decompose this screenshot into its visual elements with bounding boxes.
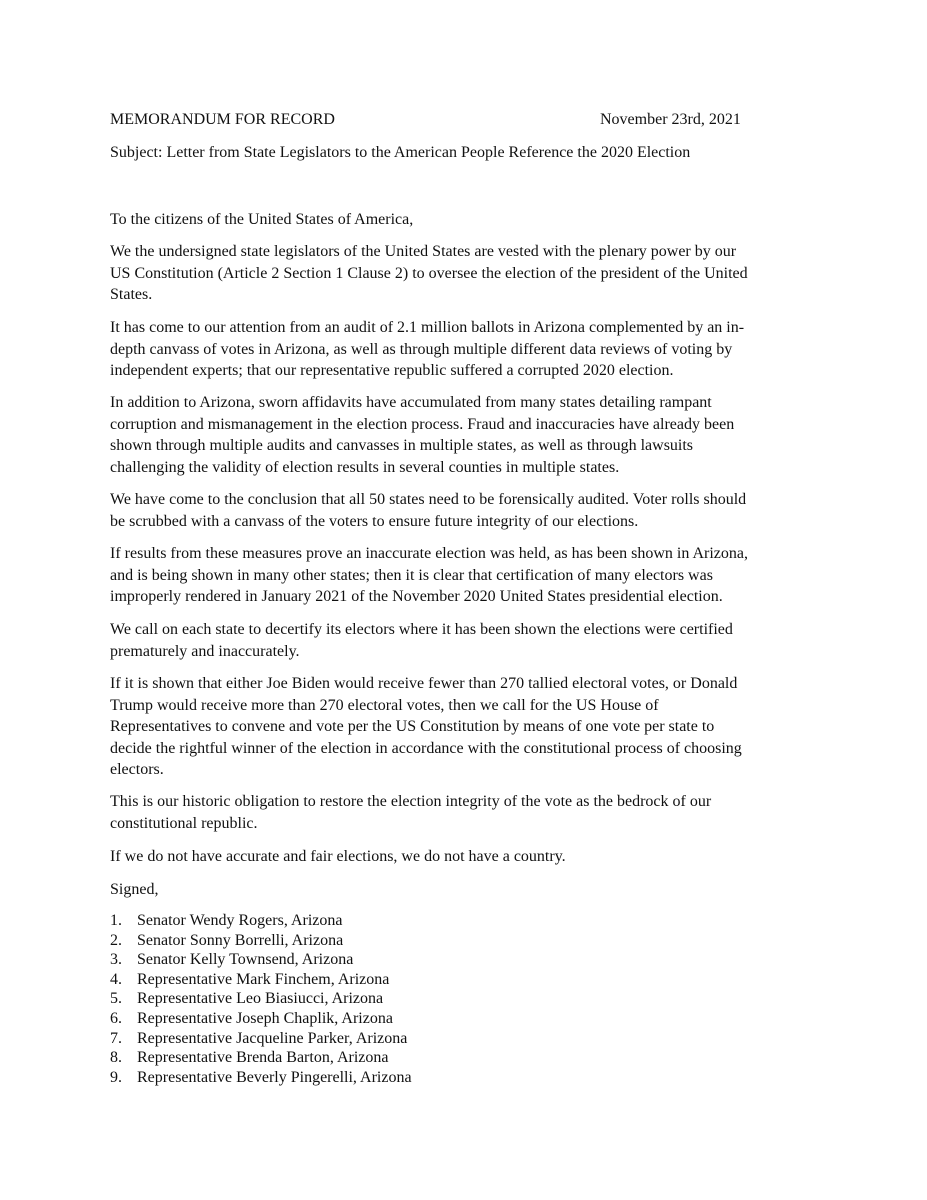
paragraph-line: In addition to Arizona, sworn affidavits have accumulated from many states detailing rampant — [110, 394, 712, 411]
paragraph-line: US Constitution (Article 2 Section 1 Clause 2) to oversee the election of the president of the United — [110, 264, 748, 282]
signatory-number: 9. — [110, 1068, 122, 1086]
memo-label: MEMORANDUM FOR RECORD — [110, 111, 335, 128]
paragraph-line: corruption and mismanagement in the election process. Fraud and inaccuracies have already been — [110, 415, 735, 433]
signatory-name: Senator Wendy Rogers, Arizona — [137, 912, 343, 929]
memo-date: November 23rd, 2021 — [600, 111, 741, 128]
paragraph-line: If results from these measures prove an inaccurate election was held, as has been shown in Arizona, — [110, 545, 748, 562]
signatory-item — [110, 1009, 412, 1029]
signatory-item — [110, 970, 412, 990]
paragraph-2 — [110, 317, 830, 382]
paragraph-line: States. — [110, 286, 153, 303]
paragraph-line: shown through multiple audits and canvasses in multiple states, as well as through lawsuits — [110, 437, 694, 454]
signatory-number: 1. — [110, 912, 122, 929]
paragraph-line: If we do not have accurate and fair elections, we do not have a country. — [110, 848, 566, 865]
paragraph-line: We call on each state to decertify its electors where it has been shown the elections were certified — [110, 621, 733, 638]
signatory-name: Representative Jacqueline Parker, Arizona — [137, 1029, 408, 1047]
paragraph-line: and is being shown in many other states; then it is clear that certification of many electors was — [110, 566, 713, 584]
signatory-number: 2. — [110, 931, 122, 949]
paragraph-line: If it is shown that either Joe Biden would receive fewer than 270 tallied electoral votes, or Donald — [110, 675, 738, 692]
memo-subject: Subject: Letter from State Legislators to the American People Reference the 2020 Election — [110, 144, 691, 161]
paragraph-line: independent experts; that our representative republic suffered a corrupted 2020 election. — [110, 362, 674, 379]
paragraph-line: improperly rendered in January 2021 of the November 2020 United States presidential election. — [110, 588, 723, 605]
signatory-number: 8. — [110, 1049, 122, 1067]
paragraph-1 — [110, 241, 830, 306]
signatory-number: 6. — [110, 1009, 122, 1027]
paragraph-line: constitutional republic. — [110, 814, 258, 832]
paragraph-6 — [110, 619, 830, 662]
signatory-name: Representative Joseph Chaplik, Arizona — [137, 1009, 393, 1027]
signatory-item — [110, 1029, 412, 1049]
signatory-number: 3. — [110, 951, 122, 969]
paragraph-5 — [110, 543, 830, 608]
signed-label: Signed, — [110, 881, 159, 898]
greeting: To the citizens of the United States of America, — [110, 211, 414, 228]
signatory-number: 5. — [110, 990, 122, 1008]
paragraph-line: Trump would receive more than 270 electoral votes, then we call for the US House of — [110, 696, 659, 714]
paragraph-8 — [110, 791, 830, 834]
signatory-item — [110, 1048, 412, 1068]
signatory-number: 7. — [110, 1029, 122, 1047]
paragraph-line: depth canvass of votes in Arizona, as well as through multiple different data reviews of voting by — [110, 340, 733, 358]
paragraph-line: prematurely and inaccurately. — [110, 642, 300, 660]
paragraph-line: We the undersigned state legislators of the United States are vested with the plenary power by our — [110, 243, 737, 260]
signatory-name: Representative Beverly Pingerelli, Arizona — [137, 1068, 412, 1086]
signatory-list — [110, 911, 412, 1087]
paragraph-4 — [110, 489, 830, 532]
paragraph-line: decide the rightful winner of the election in accordance with the constitutional process of choosing — [110, 739, 742, 757]
paragraph-3 — [110, 392, 830, 478]
signatory-name: Senator Kelly Townsend, Arizona — [137, 951, 354, 969]
signatory-item — [110, 911, 412, 931]
paragraph-line: Representatives to convene and vote per the US Constitution by means of one vote per state to — [110, 718, 715, 735]
signatory-item — [110, 931, 412, 951]
paragraph-7 — [110, 673, 830, 781]
signatory-name: Senator Sonny Borrelli, Arizona — [137, 931, 344, 949]
signatory-item — [110, 1068, 412, 1088]
paragraph-line: electors. — [110, 761, 164, 778]
signatory-item — [110, 989, 412, 1009]
signatory-number: 4. — [110, 970, 122, 988]
paragraph-line: It has come to our attention from an audit of 2.1 million ballots in Arizona complemented by an in- — [110, 319, 745, 336]
paragraph-line: We have come to the conclusion that all 50 states need to be forensically audited. Voter rolls should — [110, 491, 747, 508]
paragraph-9 — [110, 846, 830, 868]
signatory-item — [110, 950, 412, 970]
signatory-name: Representative Brenda Barton, Arizona — [137, 1049, 389, 1067]
signatory-name: Representative Leo Biasiucci, Arizona — [137, 990, 384, 1008]
signatory-name: Representative Mark Finchem, Arizona — [137, 970, 390, 988]
paragraph-line: This is our historic obligation to restore the election integrity of the vote as the bedrock of our — [110, 793, 712, 810]
paragraph-line: challenging the validity of election results in several counties in multiple states. — [110, 458, 620, 476]
paragraph-line: be scrubbed with a canvass of the voters to ensure future integrity of our elections. — [110, 512, 639, 530]
